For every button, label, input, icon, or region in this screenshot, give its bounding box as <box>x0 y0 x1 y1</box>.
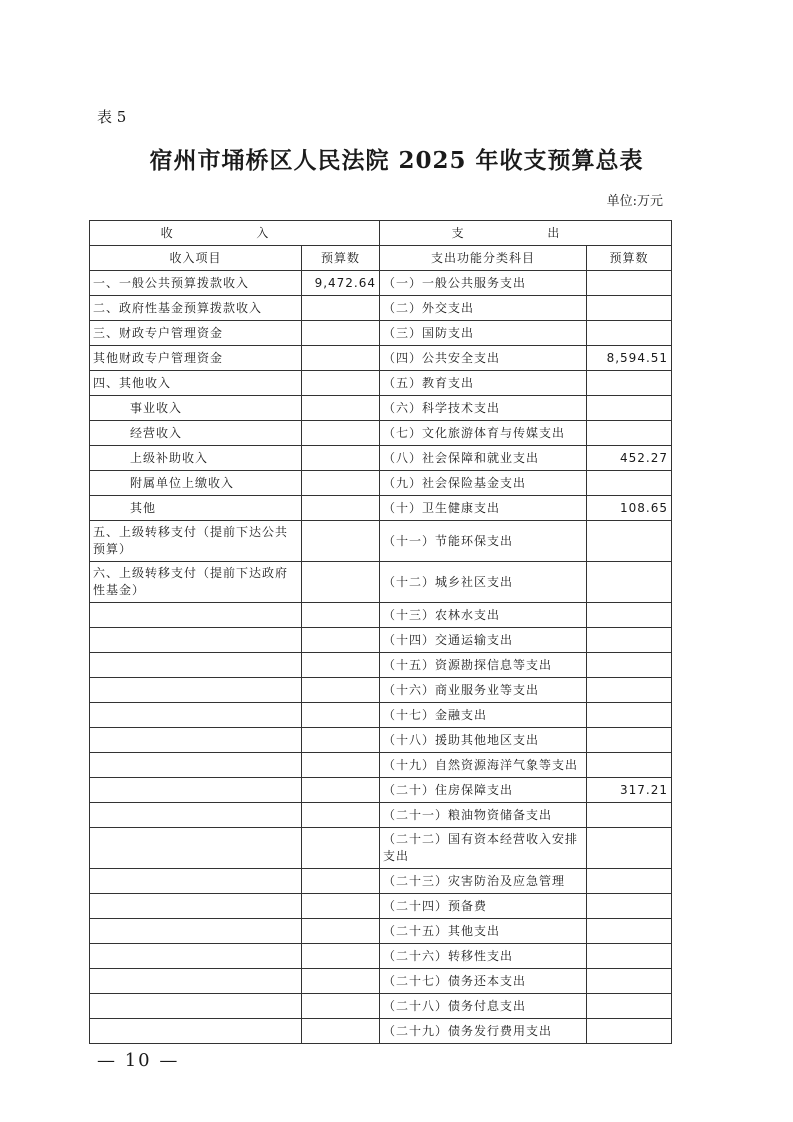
income-item-cell <box>90 869 302 894</box>
expense-item-cell: （十八）援助其他地区支出 <box>380 728 587 753</box>
expense-item-cell: （六）科学技术支出 <box>380 396 587 421</box>
expense-item-cell: （二）外交支出 <box>380 296 587 321</box>
table-row <box>90 562 672 603</box>
expense-item-cell: （四）公共安全支出 <box>380 346 587 371</box>
table-row <box>90 321 672 346</box>
col-header-income-item: 收入项目 <box>90 246 302 271</box>
income-item-cell: 一、一般公共预算拨款收入 <box>90 271 302 296</box>
income-amount-cell <box>302 521 380 562</box>
expense-item-cell: （十一）节能环保支出 <box>380 521 587 562</box>
income-item-cell <box>90 1019 302 1044</box>
income-amount-cell <box>302 994 380 1019</box>
income-item-cell <box>90 919 302 944</box>
table-row <box>90 396 672 421</box>
expense-item-cell: （三）国防支出 <box>380 321 587 346</box>
expense-amount-cell <box>587 603 672 628</box>
expense-amount-cell: 317.21 <box>587 778 672 803</box>
income-amount-cell <box>302 728 380 753</box>
income-amount-cell <box>302 703 380 728</box>
expense-item-cell: （五）教育支出 <box>380 371 587 396</box>
income-amount-cell <box>302 803 380 828</box>
income-item-cell <box>90 653 302 678</box>
expense-amount-cell <box>587 919 672 944</box>
income-item-cell: 三、财政专户管理资金 <box>90 321 302 346</box>
page-number: — 10 — <box>97 1050 180 1071</box>
table-row <box>90 346 672 371</box>
income-amount-cell <box>302 1019 380 1044</box>
income-item-cell: 上级补助收入 <box>90 446 302 471</box>
table-row <box>90 496 672 521</box>
income-item-cell: 五、上级转移支付（提前下达公共预算） <box>90 521 302 562</box>
table-row <box>90 778 672 803</box>
table-row <box>90 728 672 753</box>
income-item-cell <box>90 778 302 803</box>
income-item-cell <box>90 803 302 828</box>
table-row <box>90 919 672 944</box>
expense-item-cell: （二十六）转移性支出 <box>380 944 587 969</box>
table-body <box>90 271 672 1044</box>
expense-amount-cell <box>587 521 672 562</box>
table-row <box>90 521 672 562</box>
expense-item-cell: （十三）农林水支出 <box>380 603 587 628</box>
income-amount-cell <box>302 446 380 471</box>
income-item-cell: 其他 <box>90 496 302 521</box>
income-amount-cell <box>302 603 380 628</box>
expense-amount-cell: 108.65 <box>587 496 672 521</box>
table-label: 表 5 <box>97 108 127 126</box>
expense-amount-cell <box>587 296 672 321</box>
income-amount-cell <box>302 496 380 521</box>
income-item-cell: 二、政府性基金预算拨款收入 <box>90 296 302 321</box>
income-amount-cell <box>302 396 380 421</box>
expense-section-header: 支 出 <box>380 221 672 246</box>
expense-amount-cell <box>587 969 672 994</box>
income-amount-cell <box>302 828 380 869</box>
table-row <box>90 703 672 728</box>
expense-item-cell: （八）社会保障和就业支出 <box>380 446 587 471</box>
expense-item-cell: （二十）住房保障支出 <box>380 778 587 803</box>
expense-amount-cell <box>587 271 672 296</box>
expense-item-cell: （二十八）债务付息支出 <box>380 994 587 1019</box>
expense-amount-cell <box>587 678 672 703</box>
expense-item-cell: （十九）自然资源海洋气象等支出 <box>380 753 587 778</box>
income-amount-cell <box>302 678 380 703</box>
income-amount-cell <box>302 653 380 678</box>
income-item-cell: 其他财政专户管理资金 <box>90 346 302 371</box>
table-row <box>90 944 672 969</box>
page-title: 宿州市埇桥区人民法院 2025 年收支预算总表 <box>149 147 644 174</box>
income-amount-cell <box>302 321 380 346</box>
table-row <box>90 969 672 994</box>
expense-item-cell: （十五）资源勘探信息等支出 <box>380 653 587 678</box>
expense-item-cell: （九）社会保险基金支出 <box>380 471 587 496</box>
expense-item-cell: （二十二）国有资本经营收入安排支出 <box>380 828 587 869</box>
expense-item-cell: （二十四）预备费 <box>380 894 587 919</box>
income-amount-cell <box>302 778 380 803</box>
expense-item-cell: （二十五）其他支出 <box>380 919 587 944</box>
expense-amount-cell <box>587 994 672 1019</box>
income-amount-cell <box>302 562 380 603</box>
income-item-cell: 六、上级转移支付（提前下达政府性基金） <box>90 562 302 603</box>
income-amount-cell <box>302 969 380 994</box>
expense-amount-cell <box>587 1019 672 1044</box>
table-row <box>90 869 672 894</box>
income-amount-cell <box>302 421 380 446</box>
income-item-cell <box>90 678 302 703</box>
income-item-cell <box>90 628 302 653</box>
table-row <box>90 994 672 1019</box>
expense-item-cell: （十）卫生健康支出 <box>380 496 587 521</box>
income-amount-cell <box>302 346 380 371</box>
income-item-cell: 事业收入 <box>90 396 302 421</box>
table-row <box>90 1019 672 1044</box>
unit-label: 单位:万元 <box>606 194 663 209</box>
table-row <box>90 653 672 678</box>
expense-item-cell: （二十三）灾害防治及应急管理 <box>380 869 587 894</box>
income-item-cell <box>90 944 302 969</box>
income-amount-cell <box>302 371 380 396</box>
expense-amount-cell <box>587 828 672 869</box>
income-item-cell <box>90 994 302 1019</box>
expense-amount-cell <box>587 321 672 346</box>
income-item-cell <box>90 828 302 869</box>
income-amount-cell: 9,472.64 <box>302 271 380 296</box>
income-amount-cell <box>302 753 380 778</box>
expense-amount-cell <box>587 869 672 894</box>
income-amount-cell <box>302 471 380 496</box>
income-amount-cell <box>302 869 380 894</box>
income-item-cell: 附属单位上缴收入 <box>90 471 302 496</box>
column-header-row <box>90 246 672 271</box>
income-item-cell <box>90 603 302 628</box>
income-item-cell <box>90 728 302 753</box>
income-item-cell <box>90 753 302 778</box>
expense-item-cell: （七）文化旅游体育与传媒支出 <box>380 421 587 446</box>
budget-table <box>89 220 672 1044</box>
income-item-cell <box>90 969 302 994</box>
expense-amount-cell <box>587 894 672 919</box>
expense-amount-cell <box>587 371 672 396</box>
expense-amount-cell <box>587 396 672 421</box>
expense-amount-cell <box>587 803 672 828</box>
table-row <box>90 628 672 653</box>
income-amount-cell <box>302 628 380 653</box>
income-amount-cell <box>302 944 380 969</box>
expense-amount-cell <box>587 728 672 753</box>
income-section-header: 收 入 <box>90 221 380 246</box>
expense-item-cell: （二十一）粮油物资储备支出 <box>380 803 587 828</box>
income-amount-cell <box>302 296 380 321</box>
expense-item-cell: （十二）城乡社区支出 <box>380 562 587 603</box>
expense-item-cell: （十四）交通运输支出 <box>380 628 587 653</box>
expense-amount-cell <box>587 471 672 496</box>
expense-amount-cell <box>587 421 672 446</box>
expense-item-cell: （一）一般公共服务支出 <box>380 271 587 296</box>
expense-amount-cell <box>587 653 672 678</box>
income-item-cell <box>90 894 302 919</box>
income-amount-cell <box>302 894 380 919</box>
expense-item-cell: （二十七）债务还本支出 <box>380 969 587 994</box>
table-row <box>90 371 672 396</box>
table-row <box>90 828 672 869</box>
table-row <box>90 603 672 628</box>
expense-amount-cell <box>587 703 672 728</box>
expense-amount-cell <box>587 944 672 969</box>
table-row <box>90 894 672 919</box>
expense-amount-cell <box>587 753 672 778</box>
expense-item-cell: （十七）金融支出 <box>380 703 587 728</box>
col-header-income-amount: 预算数 <box>302 246 380 271</box>
income-item-cell <box>90 703 302 728</box>
income-item-cell: 四、其他收入 <box>90 371 302 396</box>
col-header-expense-amount: 预算数 <box>587 246 672 271</box>
expense-amount-cell: 452.27 <box>587 446 672 471</box>
table-row <box>90 471 672 496</box>
expense-item-cell: （十六）商业服务业等支出 <box>380 678 587 703</box>
expense-amount-cell: 8,594.51 <box>587 346 672 371</box>
expense-amount-cell <box>587 562 672 603</box>
expense-item-cell: （二十九）债务发行费用支出 <box>380 1019 587 1044</box>
table-row <box>90 678 672 703</box>
expense-amount-cell <box>587 628 672 653</box>
table-row <box>90 803 672 828</box>
income-item-cell: 经营收入 <box>90 421 302 446</box>
col-header-expense-item: 支出功能分类科目 <box>380 246 587 271</box>
table-row <box>90 421 672 446</box>
table-row <box>90 753 672 778</box>
table-row <box>90 296 672 321</box>
section-header-row <box>90 221 672 246</box>
table-row <box>90 446 672 471</box>
table-row <box>90 271 672 296</box>
income-amount-cell <box>302 919 380 944</box>
